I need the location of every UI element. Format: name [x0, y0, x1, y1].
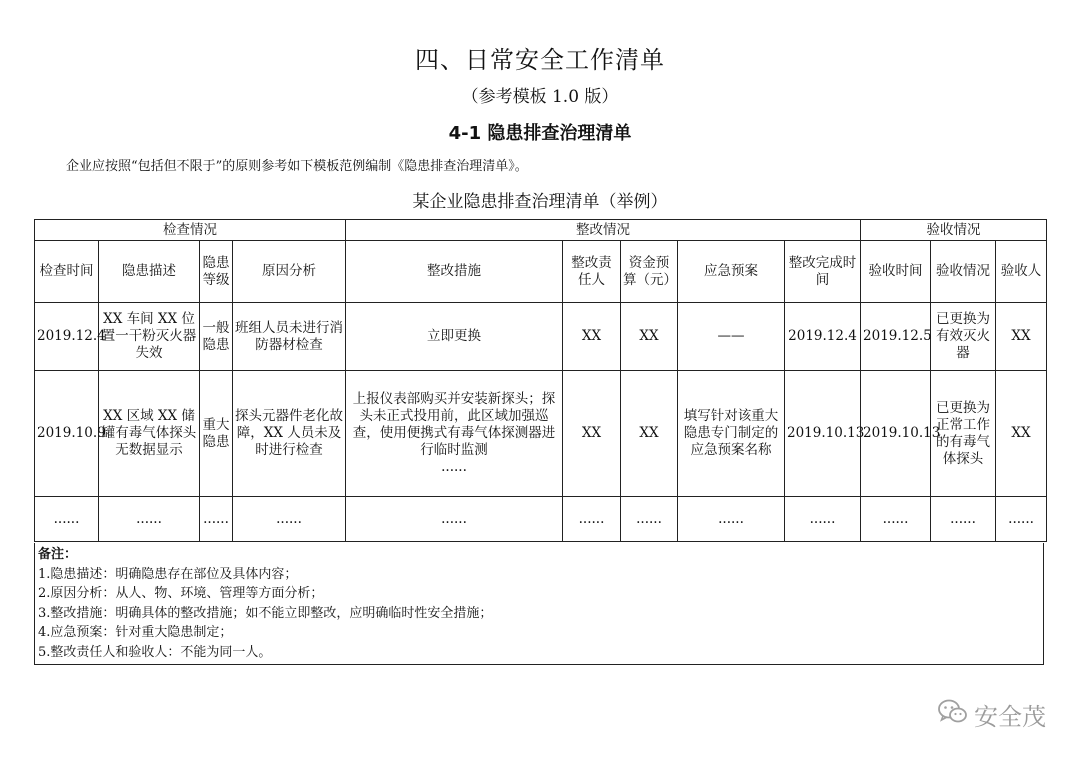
cell-accept-time: 2019.10.13: [861, 371, 931, 497]
group-header-rectify: 整改情况: [346, 220, 861, 241]
cell-budget: ......: [621, 497, 678, 542]
cell-measures: 立即更换: [346, 303, 563, 371]
cell-hazard-desc: ......: [99, 497, 200, 542]
col-header-cause: 原因分析: [233, 241, 346, 303]
col-header-hazard-level: 隐患等级: [200, 241, 233, 303]
col-header-check-time: 检查时间: [35, 241, 99, 303]
cell-hazard-level: 重大隐患: [200, 371, 233, 497]
table-row: [35, 303, 1047, 371]
section-heading: 4-1 隐患排查治理清单: [448, 123, 632, 144]
cell-measures: ......: [346, 497, 563, 542]
group-header-check: 检查情况: [35, 220, 346, 241]
cell-check-time: ......: [35, 497, 99, 542]
cell-budget: XX: [621, 303, 678, 371]
cell-accept-status: 已更换为正常工作的有毒气体探头: [931, 371, 996, 497]
intro-text: 企业应按照“包括但不限于”的原则参考如下模板范例编制《隐患排查治理清单》。: [66, 159, 528, 174]
cell-done-time: ......: [785, 497, 861, 542]
note-item: 4.应急预案：针对重大隐患制定；: [38, 625, 233, 640]
cell-acceptor: ......: [996, 497, 1047, 542]
cell-done-time: 2019.12.4: [785, 303, 861, 371]
hazard-table: [34, 219, 1047, 542]
note-item: 3.整改措施：明确具体的整改措施；如不能立即整改，应明确临时性安全措施；: [38, 605, 493, 621]
cell-accept-status: ......: [931, 497, 996, 542]
page-title: 四、日常安全工作清单: [415, 46, 665, 74]
cell-owner: ......: [563, 497, 621, 542]
watermark: [938, 697, 1046, 732]
table-row: [35, 497, 1047, 542]
cell-cause: ......: [233, 497, 346, 542]
cell-cause: 班组人员未进行消防器材检查: [233, 303, 346, 371]
cell-acceptor: XX: [996, 303, 1047, 371]
cell-measures: [346, 371, 563, 497]
cell-plan: ——: [678, 303, 785, 371]
col-header-owner: 整改责任人: [563, 241, 621, 303]
table-title: 某企业隐患排查治理清单（举例）: [412, 192, 668, 212]
note-item: 2.原因分析：从人、物、环境、管理等方面分析；: [38, 586, 324, 601]
cell-plan: ......: [678, 497, 785, 542]
cell-done-time: 2019.10.13: [785, 371, 861, 497]
col-header-acceptor: 验收人: [996, 241, 1047, 303]
cell-hazard-level: 一般隐患: [200, 303, 233, 371]
col-header-accept-status: 验收情况: [931, 241, 996, 303]
cell-cause: 探头元器件老化故障，XX 人员未及时进行检查: [233, 371, 346, 497]
cell-accept-status: 已更换为有效灭火器: [931, 303, 996, 371]
cell-measures-text: 上报仪表部购买并安装新探头；探头未正式投用前，此区域加强巡查，使用便携式有毒气体探测器进行临时监测: [352, 391, 556, 458]
cell-accept-time: ......: [861, 497, 931, 542]
cell-check-time: 2019.10.9: [35, 371, 99, 497]
col-header-measures: 整改措施: [346, 241, 563, 303]
group-header-accept: 验收情况: [861, 220, 1047, 241]
wechat-icon: [938, 699, 968, 731]
col-header-done-time: 整改完成时间: [785, 241, 861, 303]
cell-plan: 填写针对该重大隐患专门制定的应急预案名称: [678, 371, 785, 497]
col-header-hazard-desc: 隐患描述: [99, 241, 200, 303]
cell-hazard-desc: XX 区域 XX 储罐有毒气体探头无数据显示: [99, 371, 200, 497]
watermark-text: 安全茂: [974, 703, 1046, 731]
notes-box: [34, 543, 1044, 665]
template-version: （参考模板 1.0 版）: [461, 87, 619, 107]
col-header-accept-time: 验收时间: [861, 241, 931, 303]
col-header-plan: 应急预案: [678, 241, 785, 303]
cell-acceptor: XX: [996, 371, 1047, 497]
cell-accept-time: 2019.12.5: [861, 303, 931, 371]
cell-hazard-desc: XX 车间 XX 位置一干粉灭火器失效: [99, 303, 200, 371]
table-row: [35, 371, 1047, 497]
cell-measures-ellipsis: ......: [441, 459, 467, 475]
cell-owner: XX: [563, 371, 621, 497]
col-header-budget: 资金预算（元）: [621, 241, 678, 303]
notes-heading: 备注：: [38, 547, 78, 562]
cell-check-time: 2019.12.4: [35, 303, 99, 371]
note-item: 1.隐患描述：明确隐患存在部位及具体内容；: [38, 566, 298, 582]
cell-owner: XX: [563, 303, 621, 371]
cell-hazard-level: ......: [200, 497, 233, 542]
note-item: 5.整改责任人和验收人：不能为同一人。: [38, 644, 272, 660]
cell-budget: XX: [621, 371, 678, 497]
